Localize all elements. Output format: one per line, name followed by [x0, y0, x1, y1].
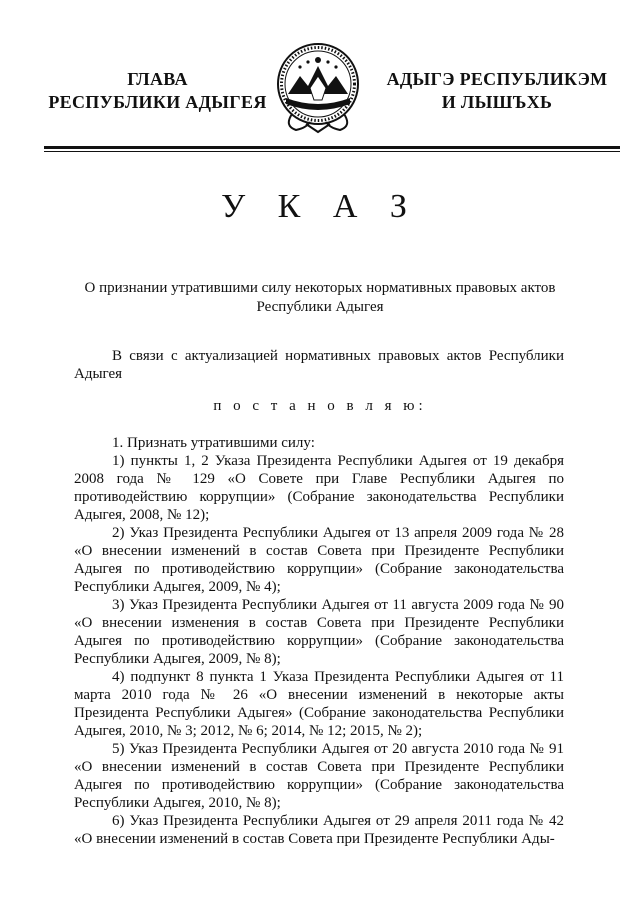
header-right-line1: АДЫГЭ РЕСПУБЛИКЭМ: [386, 69, 608, 89]
items-list: [74, 434, 564, 848]
header-right-line2: И ЛЫШЪХЬ: [441, 92, 553, 112]
intro-paragraph: [74, 347, 564, 383]
list-item: 4) подпункт 8 пункта 1 Указа Президента Республики Адыгея от 11 марта 2010 года № 26 «О внесении изменений в некоторые акты Президента Республики Адыгея» (Собрание законодательства Республики Адыгея, 2010, № 3; 2012, № 6; 2014, № 12; 2015, № 2);: [74, 669, 564, 739]
document-subject: О признании утратившими силу некоторых нормативных правовых актов Республики Адыгея: [84, 280, 556, 315]
header-right: [372, 68, 622, 114]
list-item: 2) Указ Президента Республики Адыгея от 13 апреля 2009 года № 28 «О внесении изменений в состав Совета при Президенте Республики Адыгея по противодействию коррупции» (Собрание законодательства Республики Адыгея, 2009, № 4);: [74, 525, 564, 595]
intro-text: В связи с актуализацией нормативных правовых актов Республики Адыгея: [74, 348, 564, 382]
header-divider-thin: [44, 151, 620, 152]
header-left-line2: РЕСПУБЛИКИ АДЫГЕЯ: [48, 92, 267, 112]
list-item: 6) Указ Президента Республики Адыгея от 29 апреля 2011 года № 42 «О внесении изменений в состав Совета при Президенте Республики Ады-: [74, 813, 564, 847]
coat-of-arms-icon: [270, 36, 366, 136]
header-left: [40, 68, 275, 114]
header-left-line1: ГЛАВА: [127, 69, 188, 89]
list-item: 3) Указ Президента Республики Адыгея от 11 августа 2009 года № 90 «О внесении изменения в состав Совета при Президенте Республики Адыгея по противодействию коррупции» (Собрание законодательства Республики Адыгея, 2009, № 8);: [74, 597, 564, 667]
list-item: 1. Признать утратившими силу:: [112, 435, 315, 451]
decree-word: п о с т а н о в л я ю:: [213, 398, 427, 414]
list-item: 1) пункты 1, 2 Указа Президента Республики Адыгея от 19 декабря 2008 года № 129 «О Совете при Главе Республики Адыгея по противодействию коррупции» (Собрание законодательства Республики Адыгея, 2008, № 12);: [74, 453, 564, 523]
header-divider-thick: [44, 146, 620, 149]
list-item: 5) Указ Президента Республики Адыгея от 20 августа 2010 года № 91 «О внесении изменений в состав Совета при Президенте Республики Адыгея по противодействию коррупции» (Собрание законодательства Республики Адыгея, 2010, № 8);: [74, 741, 564, 811]
document-title: У К А З: [221, 188, 419, 225]
